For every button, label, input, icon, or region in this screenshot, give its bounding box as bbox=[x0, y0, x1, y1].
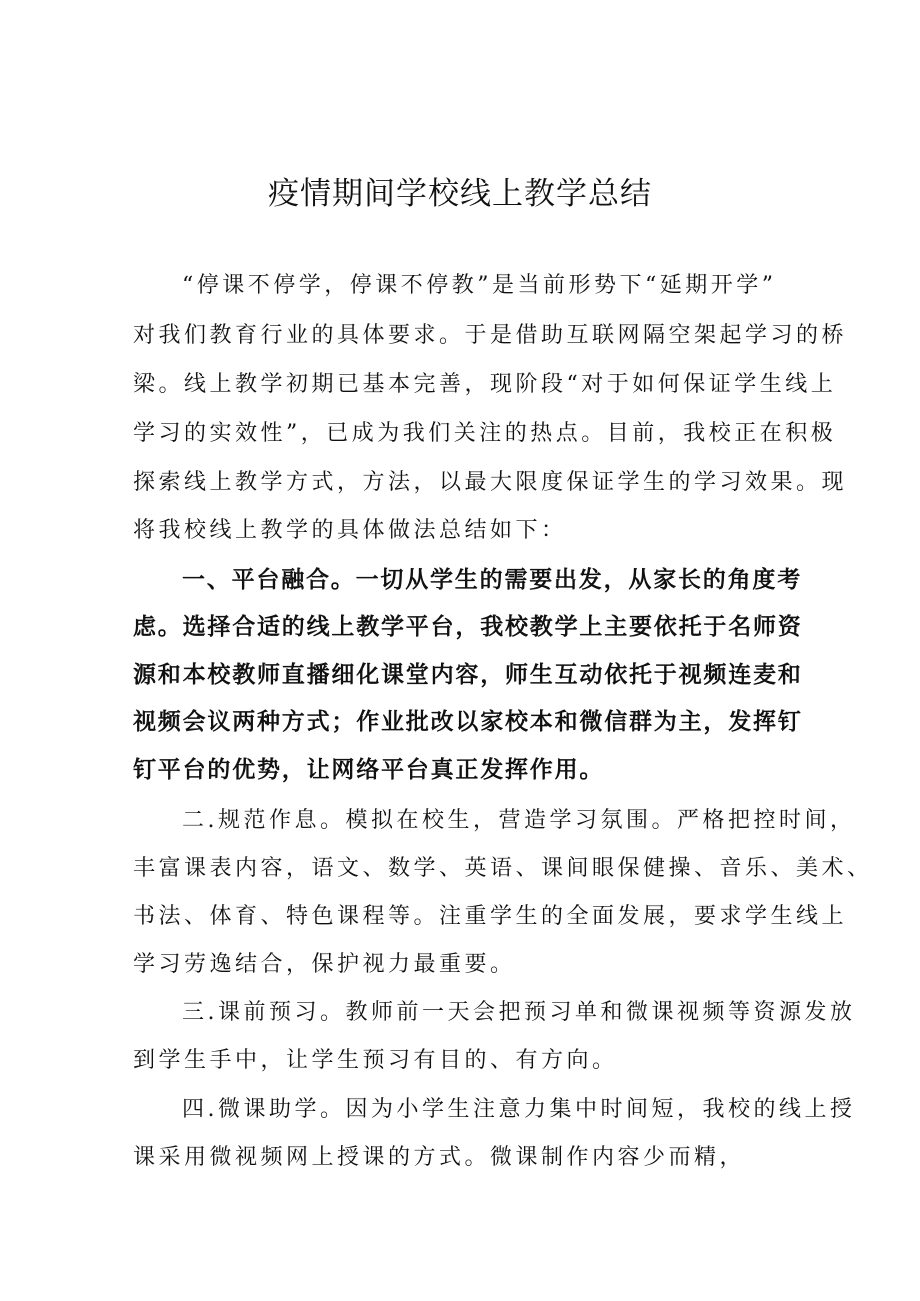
section3-line: 三.课前预习。教师前一天会把预习单和微课视频等资源发放 bbox=[182, 1000, 856, 1025]
intro-line: 梁。线上教学初期已基本完善，现阶段“对于如何保证学生线上 bbox=[133, 372, 837, 397]
section2-line: 学习劳逸结合，保护视力最重要。 bbox=[133, 952, 516, 977]
intro-line: “停课不停学，停课不停教”是当前形势下“延期开学” bbox=[182, 273, 777, 298]
section2-line: 书法、体育、特色课程等。注重学生的全面发展，要求学生线上 bbox=[133, 904, 848, 929]
section1-line: 虑。选择合适的线上教学平台，我校教学上主要依托于名师资 bbox=[133, 614, 803, 640]
document-title: 疫情期间学校线上教学总结 bbox=[268, 176, 652, 212]
intro-line: 探索线上教学方式，方法，以最大限度保证学生的学习效果。现 bbox=[133, 470, 848, 495]
intro-line: 学习的实效性”，已成为我们关注的热点。目前，我校正在积极 bbox=[133, 421, 837, 446]
section1-line: 源和本校教师直播细化课堂内容，师生互动依托于视频连麦和 bbox=[133, 662, 803, 688]
section3-line: 到学生手中，让学生预习有目的、有方向。 bbox=[133, 1048, 618, 1073]
section2-line: 丰富课表内容，语文、数学、英语、课间眼保健操、音乐、美术、 bbox=[133, 856, 873, 881]
section1-line: 视频会议两种方式；作业批改以家校本和微信群为主，发挥钉 bbox=[133, 709, 803, 735]
section1-line: 钉平台的优势，让网络平台真正发挥作用。 bbox=[133, 757, 605, 783]
section1-line: 一、平台融合。一切从学生的需要出发，从家长的角度考 bbox=[182, 567, 802, 593]
intro-line: 对我们教育行业的具体要求。于是借助互联网隔空架起学习的桥 bbox=[133, 323, 848, 348]
section4-line: 课采用微视频网上授课的方式。微课制作内容少而精， bbox=[133, 1145, 746, 1170]
section4-line: 四.微课助学。因为小学生注意力集中时间短，我校的线上授 bbox=[182, 1097, 856, 1122]
intro-line: 将我校线上教学的具体做法总结如下： bbox=[133, 518, 567, 543]
section2-line: 二.规范作息。模拟在校生，营造学习氛围。严格把控时间， bbox=[182, 808, 856, 833]
